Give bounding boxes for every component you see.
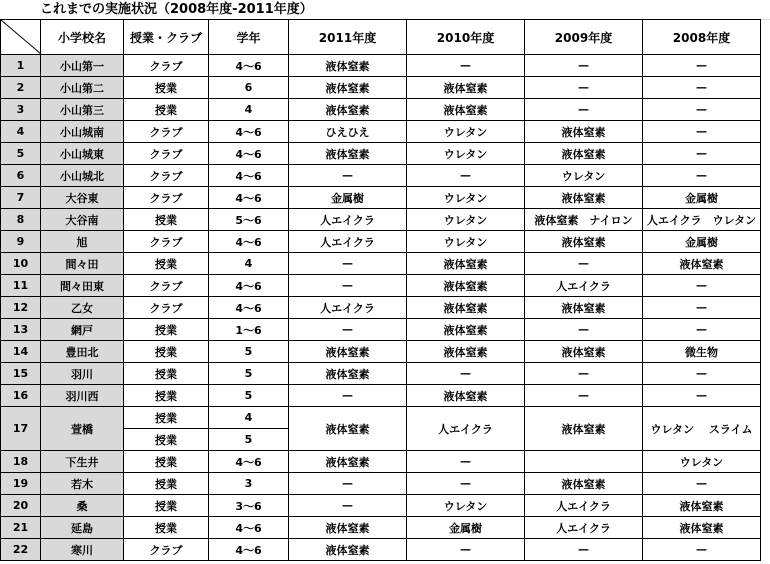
program-y2010: — bbox=[407, 55, 525, 77]
row-number: 12 bbox=[1, 297, 41, 319]
table-row bbox=[1, 539, 761, 561]
activity-type: 授業 bbox=[124, 451, 209, 473]
program-y2008: ウレタン bbox=[643, 451, 761, 473]
table-row bbox=[1, 363, 761, 385]
program-y2009: — bbox=[525, 363, 643, 385]
program-y2009: 人エイクラ bbox=[525, 275, 643, 297]
row-number: 14 bbox=[1, 341, 41, 363]
row-number: 2 bbox=[1, 77, 41, 99]
row-number: 8 bbox=[1, 209, 41, 231]
grade: 5 bbox=[209, 385, 289, 407]
program-y2009: — bbox=[525, 319, 643, 341]
school-name: 羽川 bbox=[41, 363, 124, 385]
activity-type: 授業 bbox=[124, 407, 209, 429]
table-row bbox=[1, 209, 761, 231]
program-y2010: 液体窒素 bbox=[407, 77, 525, 99]
school-name: 乙女 bbox=[41, 297, 124, 319]
program-y2008: 液体窒素 bbox=[643, 517, 761, 539]
row-number: 19 bbox=[1, 473, 41, 495]
program-y2009 bbox=[525, 451, 643, 473]
school-name: 大谷東 bbox=[41, 187, 124, 209]
activity-type: 授業 bbox=[124, 429, 209, 451]
table-row bbox=[1, 77, 761, 99]
program-y2011: 液体窒素 bbox=[289, 341, 407, 363]
header-school: 小学校名 bbox=[41, 20, 124, 55]
school-name: 小山城南 bbox=[41, 121, 124, 143]
program-y2011: — bbox=[289, 319, 407, 341]
corner-cell bbox=[1, 20, 41, 55]
grade: 4 bbox=[209, 99, 289, 121]
table-row bbox=[1, 341, 761, 363]
page-title: これまでの実施状況（2008年度‐2011年度） bbox=[40, 2, 313, 17]
table-row bbox=[1, 385, 761, 407]
program-y2011: 液体窒素 bbox=[289, 363, 407, 385]
school-name: 豊田北 bbox=[41, 341, 124, 363]
program-y2010: 液体窒素 bbox=[407, 341, 525, 363]
program-y2011: ひえひえ bbox=[289, 121, 407, 143]
program-y2008: 微生物 bbox=[643, 341, 761, 363]
table-row bbox=[1, 495, 761, 517]
program-y2009: ウレタン bbox=[525, 165, 643, 187]
table-row bbox=[1, 165, 761, 187]
school-name: 若木 bbox=[41, 473, 124, 495]
activity-type: クラブ bbox=[124, 297, 209, 319]
grade: 4 bbox=[209, 253, 289, 275]
grade: 3〜6 bbox=[209, 495, 289, 517]
program-y2011: 液体窒素 bbox=[289, 407, 407, 451]
activity-type: クラブ bbox=[124, 143, 209, 165]
table-row bbox=[1, 143, 761, 165]
grade: 4〜6 bbox=[209, 121, 289, 143]
program-y2008: — bbox=[643, 165, 761, 187]
activity-type: クラブ bbox=[124, 55, 209, 77]
program-y2010: ウレタン bbox=[407, 187, 525, 209]
program-y2009: — bbox=[525, 253, 643, 275]
school-name: 小山城北 bbox=[41, 165, 124, 187]
program-y2010: 液体窒素 bbox=[407, 385, 525, 407]
grade: 4〜6 bbox=[209, 165, 289, 187]
program-y2010: ウレタン bbox=[407, 231, 525, 253]
grade: 4〜6 bbox=[209, 187, 289, 209]
program-y2009: 液体窒素 bbox=[525, 231, 643, 253]
row-number: 1 bbox=[1, 55, 41, 77]
program-y2008: — bbox=[643, 275, 761, 297]
school-name: 小山城東 bbox=[41, 143, 124, 165]
school-name: 小山第二 bbox=[41, 77, 124, 99]
program-y2009: 液体窒素 bbox=[525, 407, 643, 451]
grade: 5 bbox=[209, 363, 289, 385]
activity-type: 授業 bbox=[124, 473, 209, 495]
table-row bbox=[1, 121, 761, 143]
row-number: 5 bbox=[1, 143, 41, 165]
program-y2008: 人エイクラ ウレタン bbox=[643, 209, 761, 231]
activity-type: 授業 bbox=[124, 77, 209, 99]
row-number: 17 bbox=[1, 407, 41, 451]
table-row bbox=[1, 319, 761, 341]
program-y2011: — bbox=[289, 165, 407, 187]
school-name: 延島 bbox=[41, 517, 124, 539]
program-y2008: — bbox=[643, 297, 761, 319]
row-number: 11 bbox=[1, 275, 41, 297]
program-y2010: — bbox=[407, 539, 525, 561]
program-y2008: — bbox=[643, 99, 761, 121]
program-y2010: — bbox=[407, 363, 525, 385]
program-y2010: 液体窒素 bbox=[407, 99, 525, 121]
grade: 4〜6 bbox=[209, 297, 289, 319]
activity-type: クラブ bbox=[124, 275, 209, 297]
activity-type: クラブ bbox=[124, 231, 209, 253]
row-number: 4 bbox=[1, 121, 41, 143]
program-y2011: — bbox=[289, 385, 407, 407]
program-y2010: — bbox=[407, 451, 525, 473]
grade: 4〜6 bbox=[209, 55, 289, 77]
program-y2010: 液体窒素 bbox=[407, 253, 525, 275]
table-row bbox=[1, 231, 761, 253]
program-y2009: 人エイクラ bbox=[525, 517, 643, 539]
header-grade: 学年 bbox=[209, 20, 289, 55]
program-y2011: — bbox=[289, 495, 407, 517]
row-number: 21 bbox=[1, 517, 41, 539]
program-y2011: 金属樹 bbox=[289, 187, 407, 209]
program-y2008: — bbox=[643, 539, 761, 561]
row-number: 20 bbox=[1, 495, 41, 517]
program-y2009: 液体窒素 bbox=[525, 297, 643, 319]
program-y2008: — bbox=[643, 385, 761, 407]
activity-type: 授業 bbox=[124, 341, 209, 363]
school-name: 寒川 bbox=[41, 539, 124, 561]
school-name: 羽川西 bbox=[41, 385, 124, 407]
program-y2009: 液体窒素 bbox=[525, 143, 643, 165]
program-y2008: — bbox=[643, 143, 761, 165]
activity-type: 授業 bbox=[124, 385, 209, 407]
activity-type: クラブ bbox=[124, 187, 209, 209]
table-row bbox=[1, 473, 761, 495]
program-y2010: 金属樹 bbox=[407, 517, 525, 539]
table-row bbox=[1, 99, 761, 121]
row-number: 7 bbox=[1, 187, 41, 209]
table-row bbox=[1, 253, 761, 275]
grade: 5 bbox=[209, 429, 289, 451]
program-y2008: 液体窒素 bbox=[643, 253, 761, 275]
program-y2009: — bbox=[525, 99, 643, 121]
row-number: 22 bbox=[1, 539, 41, 561]
program-y2009: 液体窒素 bbox=[525, 187, 643, 209]
program-y2011: 人エイクラ bbox=[289, 209, 407, 231]
school-name: 下生井 bbox=[41, 451, 124, 473]
activity-type: 授業 bbox=[124, 495, 209, 517]
program-y2010: 液体窒素 bbox=[407, 319, 525, 341]
grade: 5 bbox=[209, 341, 289, 363]
program-y2010: 液体窒素 bbox=[407, 275, 525, 297]
school-name: 萱橋 bbox=[41, 407, 124, 451]
grade: 4〜6 bbox=[209, 539, 289, 561]
activity-type: 授業 bbox=[124, 209, 209, 231]
header-row bbox=[1, 20, 761, 55]
program-y2008: 金属樹 bbox=[643, 187, 761, 209]
program-y2010: 人エイクラ bbox=[407, 407, 525, 451]
school-name: 桑 bbox=[41, 495, 124, 517]
activity-type: 授業 bbox=[124, 517, 209, 539]
program-y2011: — bbox=[289, 473, 407, 495]
activity-type: 授業 bbox=[124, 363, 209, 385]
activity-type: クラブ bbox=[124, 539, 209, 561]
school-name: 旭 bbox=[41, 231, 124, 253]
program-y2010: ウレタン bbox=[407, 143, 525, 165]
program-y2011: 人エイクラ bbox=[289, 231, 407, 253]
program-y2009: 人エイクラ bbox=[525, 495, 643, 517]
program-y2011: 液体窒素 bbox=[289, 539, 407, 561]
program-y2009: — bbox=[525, 539, 643, 561]
grade: 5〜6 bbox=[209, 209, 289, 231]
program-y2011: 人エイクラ bbox=[289, 297, 407, 319]
program-y2009: 液体窒素 bbox=[525, 473, 643, 495]
program-y2008: 金属樹 bbox=[643, 231, 761, 253]
table-row bbox=[1, 297, 761, 319]
table-row bbox=[1, 55, 761, 77]
table-row bbox=[1, 451, 761, 473]
row-number: 3 bbox=[1, 99, 41, 121]
table-row bbox=[1, 407, 761, 429]
program-y2010: — bbox=[407, 473, 525, 495]
status-table bbox=[0, 19, 761, 561]
school-name: 網戸 bbox=[41, 319, 124, 341]
school-name: 小山第三 bbox=[41, 99, 124, 121]
grade: 4〜6 bbox=[209, 517, 289, 539]
header-2008: 2008年度 bbox=[643, 20, 761, 55]
grade: 3 bbox=[209, 473, 289, 495]
activity-type: クラブ bbox=[124, 165, 209, 187]
program-y2010: — bbox=[407, 165, 525, 187]
row-number: 18 bbox=[1, 451, 41, 473]
program-y2011: 液体窒素 bbox=[289, 77, 407, 99]
school-name: 間々田 bbox=[41, 253, 124, 275]
activity-type: 授業 bbox=[124, 253, 209, 275]
program-y2009: 液体窒素 ナイロン bbox=[525, 209, 643, 231]
grade: 4〜6 bbox=[209, 451, 289, 473]
row-number: 9 bbox=[1, 231, 41, 253]
activity-type: 授業 bbox=[124, 99, 209, 121]
program-y2008: — bbox=[643, 121, 761, 143]
program-y2009: 液体窒素 bbox=[525, 341, 643, 363]
grade: 4〜6 bbox=[209, 275, 289, 297]
row-number: 13 bbox=[1, 319, 41, 341]
program-y2008: — bbox=[643, 473, 761, 495]
row-number: 16 bbox=[1, 385, 41, 407]
program-y2010: ウレタン bbox=[407, 209, 525, 231]
activity-type: 授業 bbox=[124, 319, 209, 341]
program-y2009: — bbox=[525, 385, 643, 407]
table-row bbox=[1, 275, 761, 297]
grade: 4〜6 bbox=[209, 143, 289, 165]
school-name: 小山第一 bbox=[41, 55, 124, 77]
program-y2008: ウレタン スライム bbox=[643, 407, 761, 451]
header-type: 授業・クラブ bbox=[124, 20, 209, 55]
program-y2008: — bbox=[643, 77, 761, 99]
program-y2010: 液体窒素 bbox=[407, 297, 525, 319]
program-y2009: — bbox=[525, 55, 643, 77]
school-name: 間々田東 bbox=[41, 275, 124, 297]
grade: 6 bbox=[209, 77, 289, 99]
header-2009: 2009年度 bbox=[525, 20, 643, 55]
program-y2011: — bbox=[289, 275, 407, 297]
program-y2009: — bbox=[525, 77, 643, 99]
row-number: 15 bbox=[1, 363, 41, 385]
program-y2010: ウレタン bbox=[407, 495, 525, 517]
grade: 4〜6 bbox=[209, 231, 289, 253]
program-y2008: — bbox=[643, 363, 761, 385]
program-y2008: 液体窒素 bbox=[643, 495, 761, 517]
program-y2008: — bbox=[643, 319, 761, 341]
program-y2011: 液体窒素 bbox=[289, 451, 407, 473]
program-y2009: 液体窒素 bbox=[525, 121, 643, 143]
program-y2011: 液体窒素 bbox=[289, 517, 407, 539]
row-number: 10 bbox=[1, 253, 41, 275]
school-name: 大谷南 bbox=[41, 209, 124, 231]
program-y2008: — bbox=[643, 55, 761, 77]
grade: 4 bbox=[209, 407, 289, 429]
grade: 1〜6 bbox=[209, 319, 289, 341]
diagonal-line bbox=[1, 20, 41, 54]
table-row bbox=[1, 187, 761, 209]
program-y2010: ウレタン bbox=[407, 121, 525, 143]
program-y2011: 液体窒素 bbox=[289, 143, 407, 165]
program-y2011: — bbox=[289, 253, 407, 275]
header-2010: 2010年度 bbox=[407, 20, 525, 55]
program-y2011: 液体窒素 bbox=[289, 99, 407, 121]
activity-type: クラブ bbox=[124, 121, 209, 143]
table-row bbox=[1, 517, 761, 539]
row-number: 6 bbox=[1, 165, 41, 187]
header-2011: 2011年度 bbox=[289, 20, 407, 55]
program-y2011: 液体窒素 bbox=[289, 55, 407, 77]
